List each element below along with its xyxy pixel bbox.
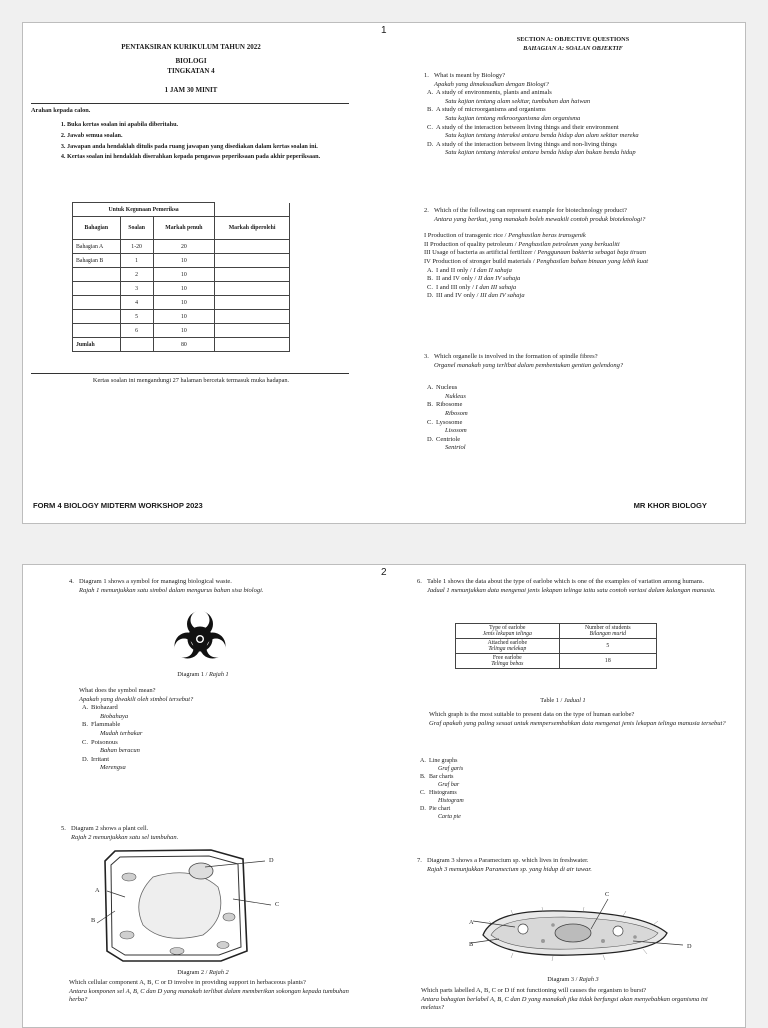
table-caption: Untuk Kegunaan Pemeriksa xyxy=(73,203,215,217)
table-row: 6 10 xyxy=(73,324,290,338)
option-c: C. I and III only / I dan III sahaja xyxy=(427,283,517,291)
option-d: D. Pie chart xyxy=(420,806,451,812)
option-a: A. Line graphs xyxy=(420,758,458,764)
exam-page-2 xyxy=(22,564,746,1028)
question-6-stem: Which graph is the most suitable to present data on the type of human earlobe? Graf apakah yang paling sesuai untuk mempersembahkan data mengenai jenis lekapan telinga manusia tersebut? xyxy=(429,711,726,727)
earlobe-table xyxy=(455,623,657,669)
instruction-item: 2. Jawab semua soalan. xyxy=(67,132,323,140)
option-b: B. II and IV only / II dan IV sahaja xyxy=(427,275,521,283)
instructions-heading: Arahan kepada calon. xyxy=(31,107,91,114)
option-d: D. A study of the interaction between living things and non-living things xyxy=(427,140,617,148)
question-5-stem: Which cellular component A, B, C or D involve in providing support in herbaceous plants? Antara komponen sel A, B, C dan D yang manakah terlibat dalam memberikan sokongan kepada tumbuhan herba? xyxy=(69,979,349,1004)
option-a: A. I and II only / I dan II sahaja xyxy=(427,266,512,274)
label-b: B xyxy=(469,941,474,948)
option-c: C. Lysosome xyxy=(427,418,463,426)
diagram-3-caption: Diagram 3 / Rajah 3 xyxy=(547,976,599,983)
label-c: C xyxy=(275,901,280,908)
statement-item: II Production of quality petroleum / Penghasilan petroleum yang berkualiti xyxy=(424,240,620,248)
examiner-table xyxy=(72,202,290,352)
option-a: A. A study of environments, plants and animals xyxy=(427,89,552,97)
instructions-list xyxy=(53,121,323,164)
table-row: Bahagian B 1 10 xyxy=(73,254,290,268)
section-title-ms: BAHAGIAN A: SOALAN OBJEKTIF xyxy=(523,45,623,52)
statement-item: IV Production of stronger build materials / Penghasilan bahan binaan yang lebih kuat xyxy=(424,257,649,265)
table-row: 3 10 xyxy=(73,282,290,296)
question-6-options: A. Line graphs Graf garis B. Bar charts Graf bar C. Histograms Histogram D. Pie chart Carta pie xyxy=(417,757,617,821)
page-number: 2 xyxy=(381,567,387,578)
question-4-options: What does the symbol mean? Apakah yang diwakili oleh simbol tersebut? A. Biohazard Biobahaya B. Flammable Mudah terbakar C. Poisonous Bahan beracun D. Irritant Merengsa xyxy=(79,687,349,773)
question-7: 7. Diagram 3 shows a Paramecium sp. which lives in freshwater. Rajah 3 menunjukkan Paramecium sp. yang hidup di air tawar. xyxy=(417,857,592,873)
option-d: D. Irritant xyxy=(82,755,110,763)
label-a: A xyxy=(95,887,100,894)
option-b: B. Bar charts xyxy=(420,774,454,780)
question-1: 1. What is meant by Biology? Apakah yang dimaksudkan dengan Biologi? A. A study of environments, plants and animals Satu kajian tentang alam sekitar, tumbuhan dan haiwan B. A study of microorganisms and organisms Satu kajian tentang mikroorganisma dan organisma C. A study of the interaction between living things and their environment Satu kajian tentang interaksi antara benda hidup dan alam sekitar mereka D. A study of the interaction between living things and non-living things Satu kajian tentang interaksi antara benda hidup dan bukan benda hidup xyxy=(424,72,736,158)
label-d: D xyxy=(269,857,274,864)
label-c: C xyxy=(605,891,610,898)
option-c: C. Histograms xyxy=(420,790,457,796)
option-b: B. Ribosome xyxy=(427,401,463,409)
table-header: Markah diperolehi xyxy=(215,217,290,240)
label-b: B xyxy=(91,917,96,924)
option-c: C. Poisonous xyxy=(82,738,118,746)
option-d: D. III and IV only / III dan IV sahaja xyxy=(427,292,525,300)
page-count-note: Kertas soalan ini mengandungi 27 halaman bercetak termasuk muka hadapan. xyxy=(92,377,290,384)
instruction-item: 4. Kertas soalan ini hendaklah diserahkan kepada pengawas peperiksaan pada akhir peperiksaan. xyxy=(67,153,323,161)
plant-cell-diagram xyxy=(93,847,293,967)
section-title: SECTION A: OBJECTIVE QUESTIONS xyxy=(516,36,630,43)
statement-item: III Usage of bacteria as artificial fertilizer / Penggunaan bakteria sebagai baja tiruan xyxy=(424,249,647,257)
diagram-1-caption: Diagram 1 / Rajah 1 xyxy=(177,671,229,678)
option-b: B. A study of microorganisms and organisms xyxy=(427,106,546,114)
table-row: 4 10 xyxy=(73,296,290,310)
table-row: 2 10 xyxy=(73,268,290,282)
exam-page-1 xyxy=(22,22,746,524)
question-2: 2. Which of the following can represent example for biotechnology product? Antara yang berikut, yang manakah boleh mewakili contoh produk bioteknologi? I Production of transgenic rice / Penghasilan beras transgenik II Production of quality petroleum / Penghasilan petroleum yang berkualiti III Usage of bacteria as artificial fertilizer / Penggunaan bakteria sebagai baja tiruan IV Production of stronger build materials / Penghasilan bahan binaan yang lebih kuat A. I and II only / I dan II sahaja B. II and IV only / II dan IV sahaja C. I and III only / I dan III sahaja D. III and IV only / III dan IV sahaja xyxy=(424,207,740,301)
biohazard-icon xyxy=(170,608,230,668)
question-6: 6. Table 1 shows the data about the type of earlobe which is one of the examples of variation among humans. Jadual 1 menunjukkan data mengenai jenis lekapan telinga iaitu satu contoh variasi dalam kalangan manusia. xyxy=(417,578,716,594)
exam-title: PENTAKSIRAN KURIKULUM TAHUN 2022 xyxy=(121,43,261,51)
table-header: Number of students Bilangan murid xyxy=(559,624,656,639)
table-header: Markah penuh xyxy=(153,217,215,240)
duration: 1 JAM 30 MINIT xyxy=(164,86,218,94)
paramecium-diagram xyxy=(453,895,703,967)
table-1-caption: Table 1 / Jadual 1 xyxy=(540,697,586,704)
option-b: B. Flammable xyxy=(82,721,121,729)
table-row: 5 10 xyxy=(73,310,290,324)
table-header: Bahagian xyxy=(73,217,121,240)
footer-right: MR KHOR BIOLOGY xyxy=(633,501,707,510)
question-7-stem: Which parts labelled A, B, C or D if not functioning will causes the organism to burst? Antara bahagian berlabel A, B, C dan D yang manakah jika tidak berfungsi akan menyebabkan organisma ini meletus? xyxy=(421,987,708,1012)
instruction-item: 1. Buka kertas soalan ini apabila diberitahu. xyxy=(67,121,323,129)
statement-item: I Production of transgenic rice / Penghasilan beras transgenik xyxy=(424,232,586,240)
label-d: D xyxy=(687,943,692,950)
question-3: 3. Which organelle is involved in the formation of spindle fibres? Organel manakah yang terlibat dalam pembentukan gentian gelendong? A. Nucleus Nukleus B. Ribosome Ribosom C. Lysosome Lisosom D. Centriole Sentriol xyxy=(424,353,736,453)
question-5: 5. Diagram 2 shows a plant cell. Rajah 2 menunjukkan satu sel tumbuhan. xyxy=(61,825,179,841)
page-number: 1 xyxy=(381,25,387,36)
subject: BIOLOGI xyxy=(175,57,207,65)
footer-left: FORM 4 BIOLOGY MIDTERM WORKSHOP 2023 xyxy=(33,501,203,510)
question-4: 4. Diagram 1 shows a symbol for managing biological waste. Rajah 1 menunjukkan satu simbol dalam mengurus bahan sisa biologi. xyxy=(69,578,264,594)
form-level: TINGKATAN 4 xyxy=(167,67,215,75)
table-header: Type of earlobe Jenis lekapan telinga xyxy=(456,624,560,639)
table-row: Free earlobe Telinga bebas 18 xyxy=(456,654,657,669)
option-d: D. Centriole xyxy=(427,435,461,443)
table-row: Bahagian A 1-20 20 xyxy=(73,240,290,254)
option-a: A. Biohazard xyxy=(82,704,118,712)
table-row: Jumlah 80 xyxy=(73,338,290,352)
option-c: C. A study of the interaction between living things and their environment xyxy=(427,123,619,131)
instruction-item: 3. Jawapan anda hendaklah ditulis pada ruang jawapan yang disediakan dalam kertas soalan ini. xyxy=(67,143,323,151)
option-a: A. Nucleus xyxy=(427,384,458,392)
table-row: Attached earlobe Telinga melekap 5 xyxy=(456,639,657,654)
diagram-2-caption: Diagram 2 / Rajah 2 xyxy=(177,969,229,976)
label-a: A xyxy=(469,919,474,926)
table-header: Soalan xyxy=(120,217,153,240)
